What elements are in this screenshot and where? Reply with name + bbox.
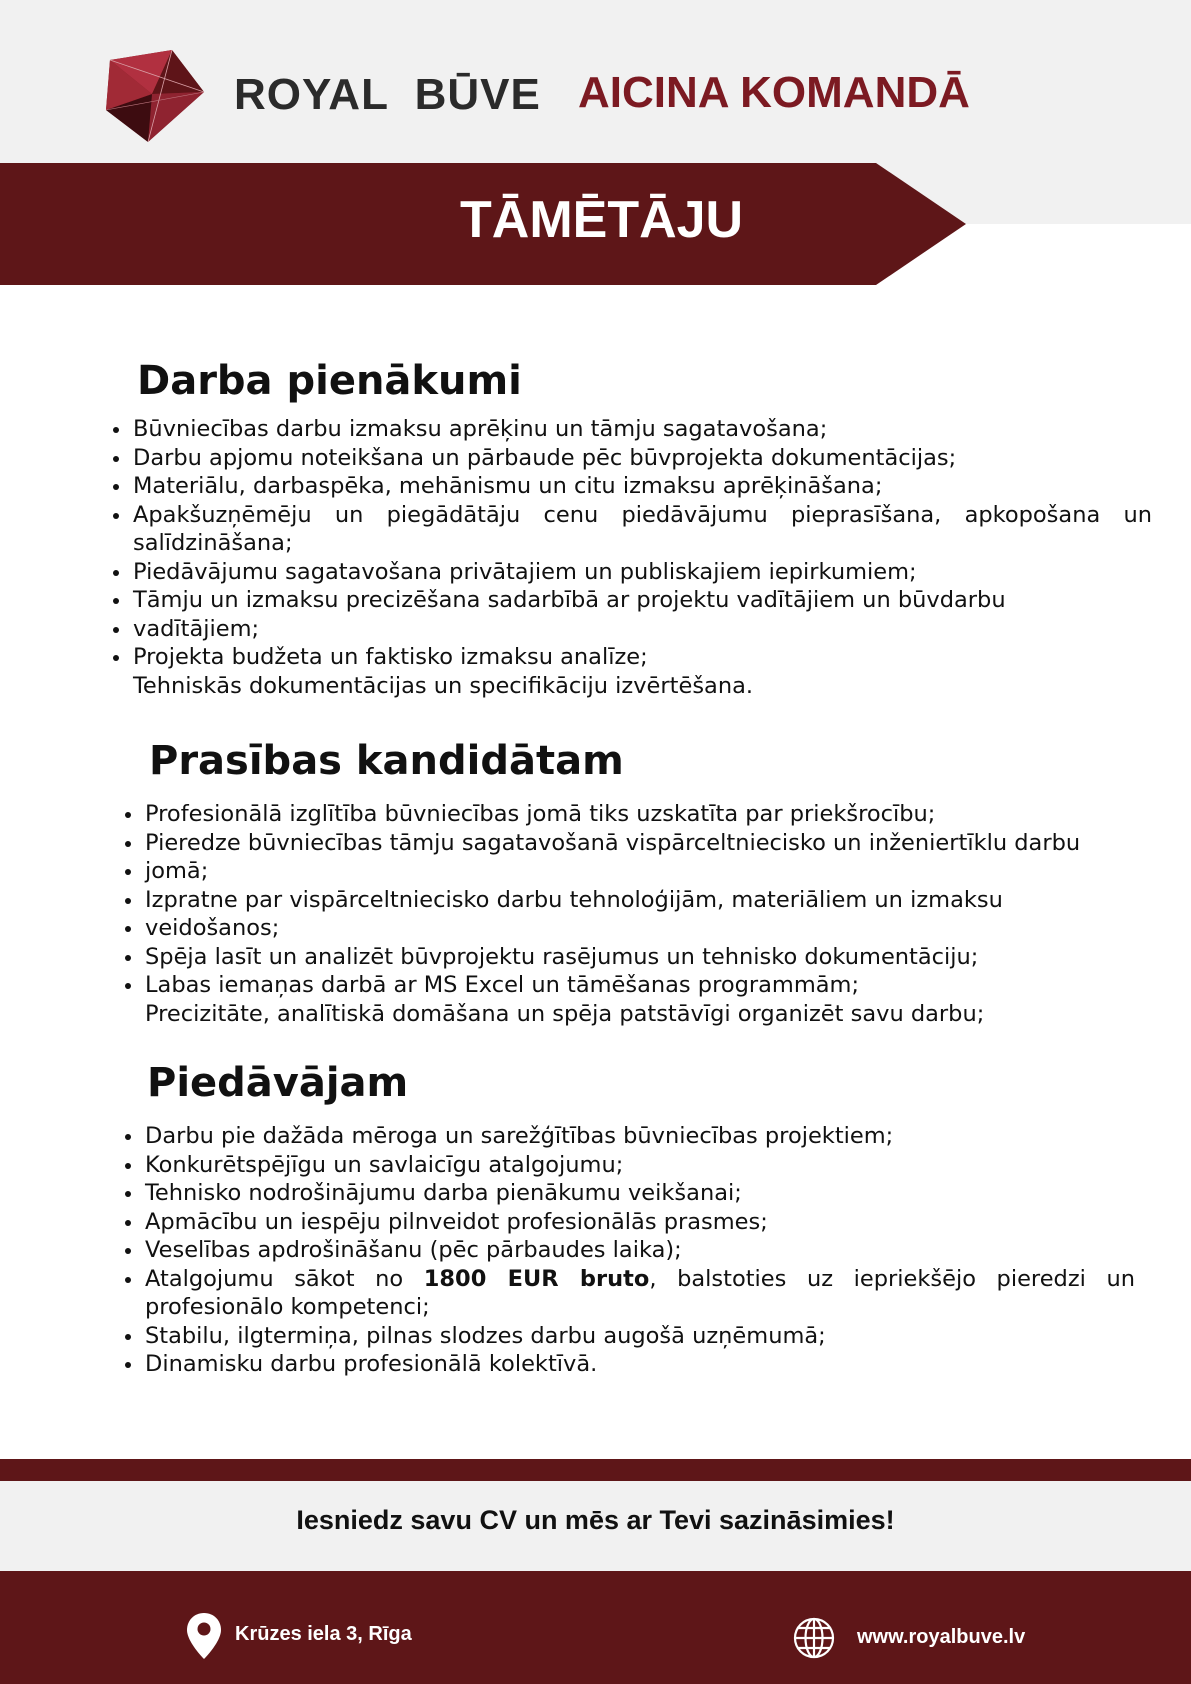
duties-title: Darba pienākumi bbox=[137, 358, 522, 404]
list-item: Pieredze būvniecības tāmju sagatavošanā vispārceltniecisko un inženiertīklu darbu bbox=[145, 829, 1152, 858]
salary-text-after: , balstoties uz iepriekšējo pieredzi un bbox=[649, 1265, 1135, 1292]
requirements-title: Prasības kandidātam bbox=[149, 738, 624, 784]
list-item: Precizitāte, analītiskā domāšana un spēja patstāvīgi organizēt savu darbu; bbox=[145, 1000, 985, 1027]
list-item: Labas iemaņas darbā ar MS Excel un tāmēšanas programmām; bbox=[145, 971, 1152, 1000]
list-item: veidošanos; bbox=[145, 914, 1152, 943]
list-item: Apakšuzņēmēju un piegādātāju cenu piedāvājumu pieprasīšana, apkopošana un bbox=[133, 501, 1152, 528]
list-item: Spēja lasīt un analizēt būvprojektu rasējumus un tehnisko dokumentāciju; bbox=[145, 943, 1152, 972]
globe-icon bbox=[793, 1617, 835, 1659]
address-text: Krūzes iela 3, Rīga bbox=[235, 1623, 412, 1645]
brand-name: ROYAL BŪVE bbox=[234, 70, 541, 119]
list-item: Veselības apdrošināšanu (pēc pārbaudes laika); bbox=[145, 1236, 1135, 1265]
invite-heading: AICINA KOMANDĀ bbox=[578, 68, 970, 117]
list-item: Materiālu, darbaspēka, mehānismu un citu izmaksu aprēķināšana; bbox=[133, 472, 1152, 501]
list-item: Dinamisku darbu profesionālā kolektīvā. bbox=[145, 1350, 1135, 1379]
salary-text-before: Atalgojumu sākot no bbox=[145, 1265, 424, 1292]
list-item: Tehnisko nodrošinājumu darba pienākumu veikšanai; bbox=[145, 1179, 1135, 1208]
list-item: Konkurētspējīgu un savlaicīgu atalgojumu; bbox=[145, 1151, 1135, 1180]
job-title: TĀMĒTĀJU bbox=[460, 191, 744, 249]
list-item: Izpratne par vispārceltniecisko darbu tehnoloģijām, materiāliem un izmaksu bbox=[145, 886, 1152, 915]
list-item: Piedāvājumu sagatavošana privātajiem un publiskajiem iepirkumiem; bbox=[133, 558, 1152, 587]
list-item: Apmācību un iespēju pilnveidot profesionālās prasmes; bbox=[145, 1208, 1135, 1237]
list-item: Darbu apjomu noteikšana un pārbaude pēc būvprojekta dokumentācijas; bbox=[133, 444, 1152, 473]
list-item: vadītājiem; bbox=[133, 615, 1152, 644]
list-item: jomā; bbox=[145, 857, 1152, 886]
list-item: Stabilu, ilgtermiņa, pilnas slodzes darbu augošā uzņēmumā; bbox=[145, 1322, 1135, 1351]
offer-title: Piedāvājam bbox=[147, 1060, 409, 1106]
footer-divider bbox=[0, 1459, 1191, 1481]
requirements-list bbox=[145, 800, 1152, 1028]
star-logo-icon bbox=[100, 46, 210, 146]
list-item: Būvniecības darbu izmaksu aprēķinu un tāmju sagatavošana; bbox=[133, 415, 1152, 444]
list-item: salīdzināšana; bbox=[133, 530, 293, 556]
list-item: Projekta budžeta un faktisko izmaksu analīze; bbox=[133, 643, 1152, 672]
map-pin-icon bbox=[186, 1612, 222, 1660]
salary-item bbox=[145, 1265, 1135, 1294]
list-item: Tāmju un izmaksu precizēšana sadarbībā ar projektu vadītājiem un būvdarbu bbox=[133, 586, 1152, 615]
salary-amount: 1800 EUR bruto bbox=[423, 1265, 650, 1292]
list-item: Tehniskās dokumentācijas un specifikāciju izvērtēšana. bbox=[133, 672, 754, 699]
duties-list bbox=[133, 415, 1152, 700]
offer-list bbox=[145, 1122, 1135, 1379]
cta-text: Iesniedz savu CV un mēs ar Tevi sazināsimies! bbox=[296, 1505, 895, 1535]
website-link[interactable]: www.royalbuve.lv bbox=[857, 1626, 1026, 1648]
list-item: Profesionālā izglītība būvniecības jomā tiks uzskatīta par priekšrocību; bbox=[145, 800, 1152, 829]
list-item: profesionālo kompetenci; bbox=[145, 1294, 430, 1320]
list-item: Darbu pie dažāda mēroga un sarežģītības būvniecības projektiem; bbox=[145, 1122, 1135, 1151]
